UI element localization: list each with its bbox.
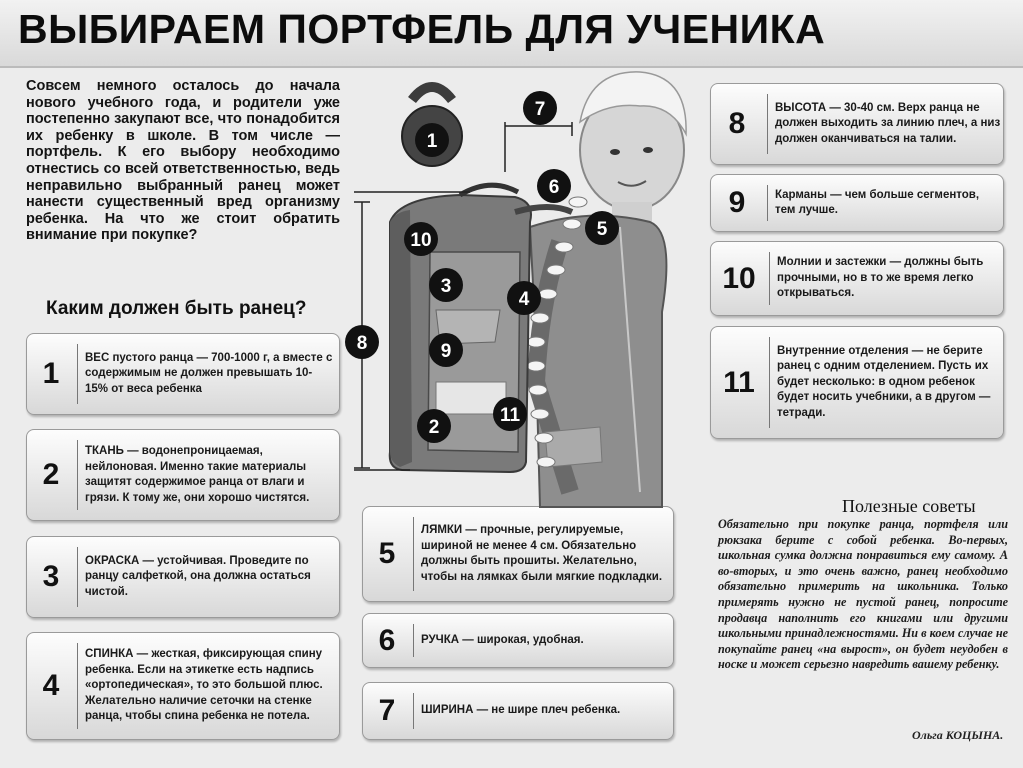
marker-label: 11 (499, 405, 521, 426)
marker-label: 9 (440, 341, 452, 362)
tip-card-10 (710, 241, 1004, 316)
marker-label: 6 (548, 177, 560, 198)
marker-8 (345, 325, 379, 359)
tip-text: РУЧКА — широкая, удобная. (421, 633, 584, 646)
marker-label: 5 (596, 219, 608, 240)
tip-divider (77, 344, 78, 404)
tip-number: 7 (378, 694, 396, 727)
marker-10 (404, 222, 438, 256)
marker-label: 8 (356, 333, 368, 354)
marker-3 (429, 268, 463, 302)
marker-9 (429, 333, 463, 367)
tip-divider (769, 252, 770, 305)
tip-divider (77, 440, 78, 510)
page-title: ВЫБИРАЕМ ПОРТФЕЛЬ ДЛЯ УЧЕНИКА (18, 6, 826, 52)
tip-text: ВЕС пустого ранца — 700-1000 г, а вместе с содержимым не должен превышать 10-15% от веса ребенка (85, 351, 333, 395)
tip-number: 10 (722, 261, 756, 295)
tip-text: Молнии и застежки — должны быть прочными, но в то же время легко открываться. (777, 256, 984, 300)
tip-number: 11 (723, 365, 755, 399)
tip-text: ОКРАСКА — устойчивая. Проведите по ранцу салфеткой, она должна остаться чистой. (85, 554, 311, 598)
tip-card-5 (362, 506, 674, 602)
tip-divider (413, 624, 414, 657)
marker-label: 10 (410, 230, 432, 251)
tip-card-11 (710, 326, 1004, 439)
marker-4 (507, 281, 541, 315)
author-signature: Ольга КОЦЫНА. (912, 728, 1004, 742)
tip-text: ЛЯМКИ — прочные, регулируемые, шириной не менее 4 см. Обязательно должны быть прошиты. Желательно, чтобы на лямках были мягкие подкладки. (421, 524, 663, 583)
tip-card-2 (26, 429, 340, 521)
tip-card-4 (26, 632, 340, 740)
tip-text: СПИНКА — жесткая, фиксирующая спину ребенка. Если на этикетке есть надпись «ортопедическая», то это большой плюс. Желательно наличие сеточки на стенке ранца, чтобы спина ребенка не потела. (85, 648, 323, 723)
marker-1 (415, 123, 449, 157)
advice-title: Полезные советы (842, 496, 976, 516)
marker-6 (537, 169, 571, 203)
marker-7 (523, 91, 557, 125)
advice-paragraph: Обязательно при покупке ранца, портфеля или рюкзака берите с собой ребенка. Во-первых, школьная сумка должна понравиться ему самому. А во-вторых, и это очень важно, ранец необходимо обязательно примерить на школьника. Только примерять нужно не пустой ранец, попросите продавца наполнить его книгами или другими школьными принадлежностями. Ни в коем случае не покупайте ранец «на вырост», он будет неудобен в носке и может серьезно навредить вашему ребенку. (718, 517, 1008, 672)
tip-text: Карманы — чем больше сегментов, тем лучше. (775, 188, 980, 216)
tip-divider (767, 94, 768, 154)
tip-card-9 (710, 174, 1004, 232)
tip-text: Внутренние отделения — не берите ранец с одним отделением. Пусть их будет несколько: в одном ребенок будет носить учебники, а в другом — тетради. (777, 344, 991, 419)
tip-divider (767, 185, 768, 221)
tip-card-1 (26, 333, 340, 415)
marker-label: 4 (518, 289, 530, 310)
tip-divider (413, 517, 414, 591)
tip-card-8 (710, 83, 1004, 165)
tip-card-7 (362, 682, 674, 740)
marker-5 (585, 211, 619, 245)
tip-number: 8 (728, 107, 746, 140)
section-subheading: Каким должен быть ранец? (46, 298, 307, 319)
tip-card-6 (362, 613, 674, 668)
tip-number: 3 (42, 560, 60, 593)
tip-number: 9 (728, 186, 746, 219)
marker-label: 1 (426, 131, 438, 152)
marker-2 (417, 409, 451, 443)
tip-text: ТКАНЬ — водонепроницаемая, нейлоновая. Именно такие материалы защитят содержимое ранца от влаги и грязи. К тому же, они хорошо чистятся. (85, 445, 310, 504)
tip-number: 4 (42, 669, 60, 702)
marker-label: 7 (534, 99, 546, 120)
tip-number: 6 (378, 623, 396, 657)
tip-divider (413, 693, 414, 729)
backpack-illustration (340, 52, 710, 512)
tip-divider (77, 643, 78, 729)
marker-label: 3 (440, 276, 452, 297)
tip-card-3 (26, 536, 340, 618)
tip-divider (77, 547, 78, 607)
tip-number: 5 (378, 537, 396, 570)
marker-11 (493, 397, 527, 431)
tip-text: ШИРИНА — не шире плеч ребенка. (421, 704, 621, 717)
marker-label: 2 (428, 417, 440, 438)
intro-paragraph: Совсем немного осталось до начала нового учебного года, и родители уже постепенно закупают все, что понадобится их ребенку в школе. В том числе — портфель. К его выбору необходимо отнестись со всей ответственностью, ведь неправильно выбранный ранец может нанести существенный вред организму ребенка. На что же стоит обратить внимание при покупке? (26, 78, 340, 244)
tip-text: ВЫСОТА — 30-40 см. Верх ранца не должен выходить за линию плеч, а низ должен оканчиваться на талии. (775, 101, 1001, 145)
tip-divider (769, 337, 770, 428)
tip-number: 2 (42, 458, 60, 491)
tip-number: 1 (42, 357, 60, 390)
